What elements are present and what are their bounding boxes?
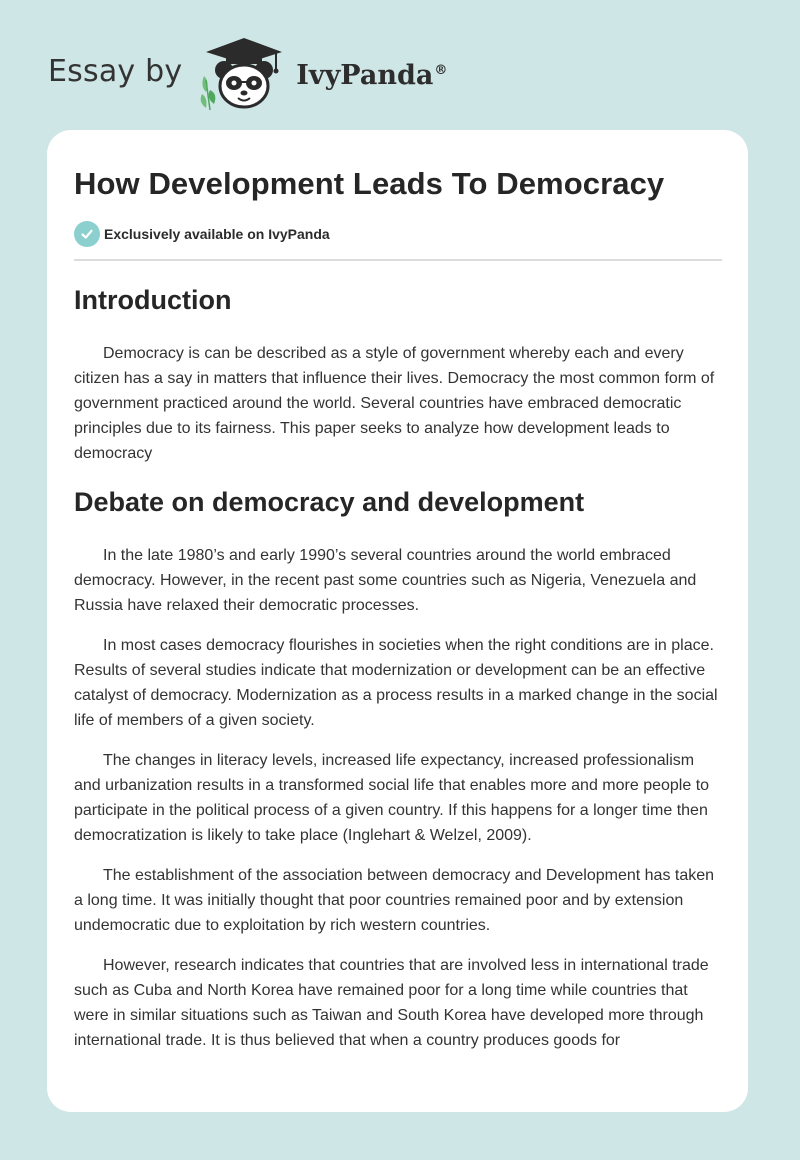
paragraph: The establishment of the association between democracy and Development has taken a long time. It was initially thought that poor countries remained poor and by extension undemocratic due to exploitation by rich western countries.: [74, 867, 715, 934]
panda-logo-icon[interactable]: [196, 36, 292, 112]
brand-header: [48, 36, 447, 112]
registered-mark: ®: [434, 62, 448, 78]
paragraph: In the late 1980’s and early 1990’s several countries around the world embraced democracy. However, in the recent past some countries such as Nigeria, Venezuela and Russia have relaxed their democratic processes.: [74, 547, 697, 614]
divider: [74, 259, 722, 261]
paragraph: However, research indicates that countries that are involved less in international trade such as Cuba and North Korea have remained poor for a long time while countries that were in similar situations such as Taiwan and South Korea have developed more through international trade. It is thus believed that when a country produces goods for: [74, 957, 709, 1049]
section-heading: Debate on democracy and development: [74, 487, 585, 517]
exclusive-badge: [74, 221, 722, 247]
badge-text: Exclusively available on IvyPanda: [104, 226, 330, 242]
paragraph: Democracy is can be described as a style of government whereby each and every citizen has a say in matters that influence their lives. Democracy the most common form of government practiced around the world. Several countries have embraced democratic principles due to its fairness. This paper seeks to analyze how development leads to democracy: [74, 345, 715, 462]
essay-card: [47, 130, 748, 1112]
brand-name[interactable]: [296, 60, 447, 91]
essay-title: How Development Leads To Democracy: [74, 166, 665, 201]
section-heading: Introduction: [74, 285, 232, 315]
check-icon: [74, 221, 100, 247]
brand-prefix: Essay by: [48, 53, 183, 89]
paragraph: In most cases democracy flourishes in societies when the right conditions are in place. Results of several studies indicate that modernization or development can be an effective catalyst of democracy. Modernization as a process results in a marked change in the social life of members of a given society.: [74, 637, 718, 729]
paragraph: The changes in literacy levels, increased life expectancy, increased professionalism and urbanization results in a transformed social life that enables more and more people to participate in the political process of a given country. If this happens for a longer time then democratization is likely to take place (Inglehart & Welzel, 2009).: [74, 752, 710, 844]
brand-name-text: IvyPanda: [296, 59, 434, 91]
